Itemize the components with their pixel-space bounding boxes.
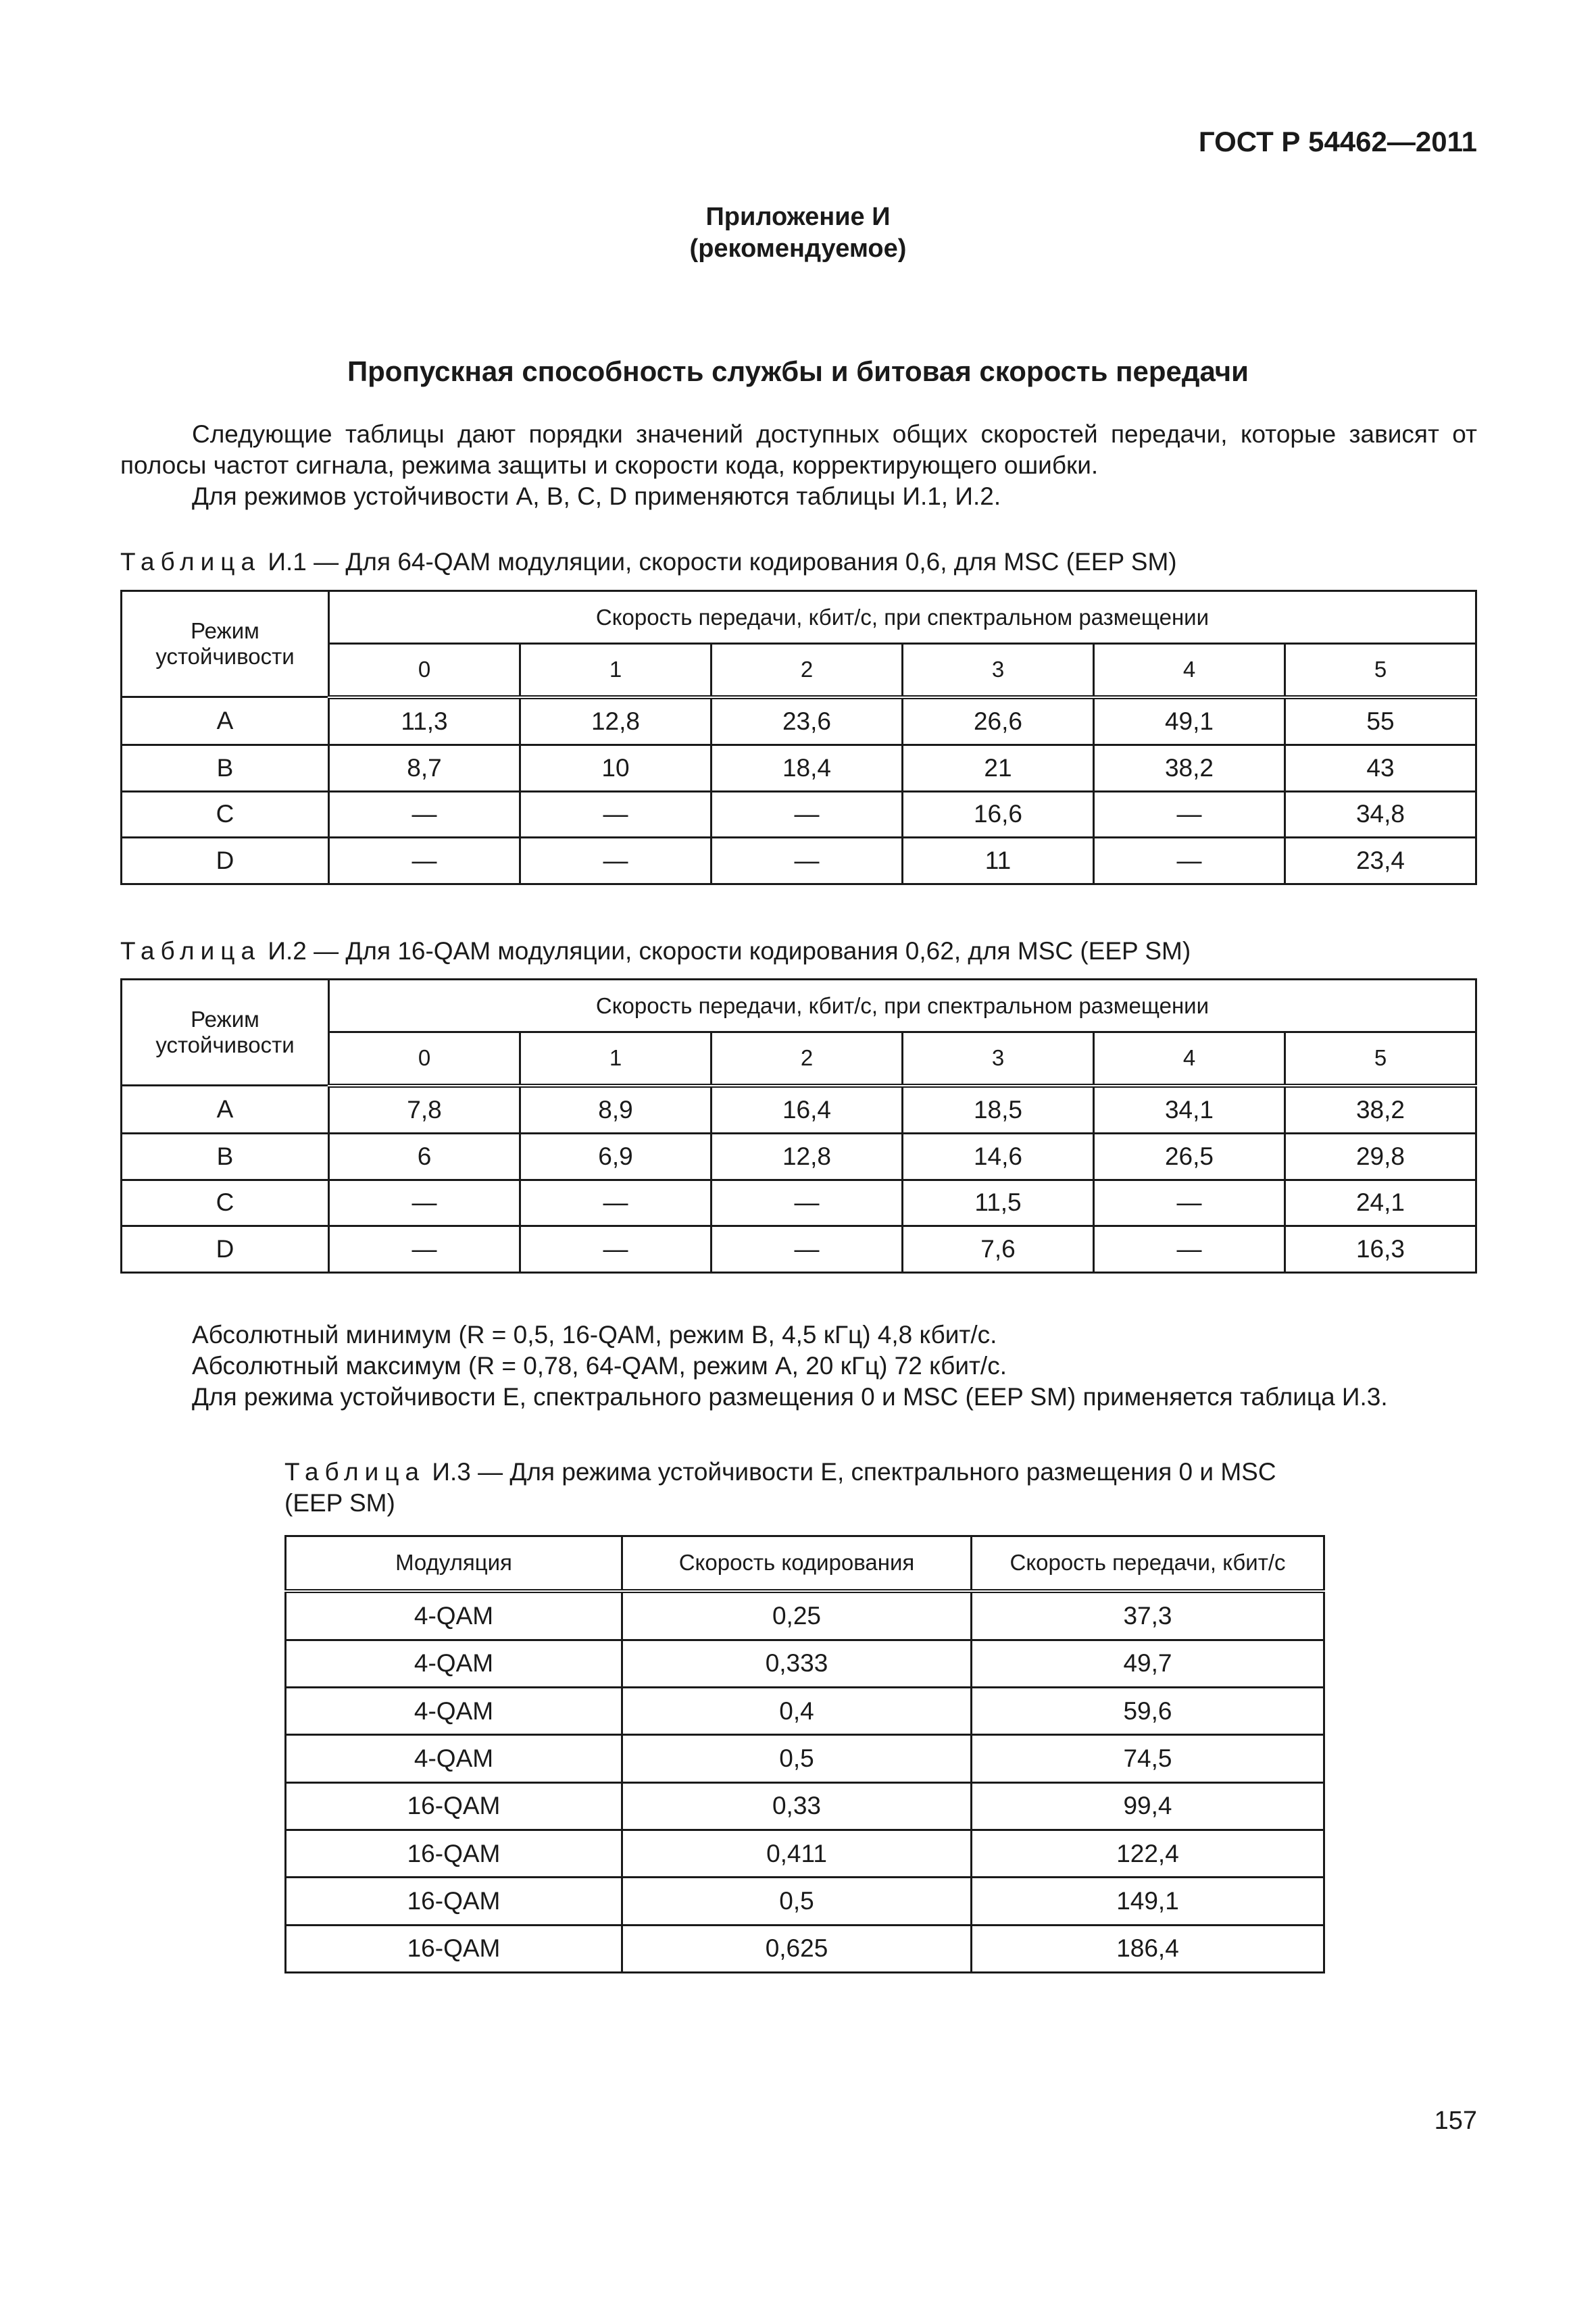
table-cell: — [329, 791, 520, 838]
table-cell: 12,8 [712, 1133, 903, 1180]
table1-caption [120, 548, 1177, 576]
table-cell: — [520, 1226, 712, 1273]
table-cell: 8,9 [520, 1086, 712, 1134]
mode-cell: A [122, 1086, 329, 1134]
table-row [122, 1226, 1476, 1273]
table-cell: 11 [903, 838, 1094, 884]
table-cell: 8,7 [329, 745, 520, 791]
table-cell: 49,1 [1094, 697, 1285, 745]
note-min: Абсолютный минимум (R = 0,5, 16-QAM, режим В, 4,5 кГц) 4,8 кбит/с. [192, 1321, 997, 1349]
table-cell: 16,6 [903, 791, 1094, 838]
table-caption-text: И.2 — Для 16-QAM модуляции, скорости кодирования 0,62, для MSC (EEP SM) [268, 937, 1191, 965]
table-cell: 149,1 [972, 1878, 1324, 1925]
table-cell: 14,6 [903, 1133, 1094, 1180]
table-cell: 24,1 [1285, 1180, 1476, 1226]
table-cell: — [520, 838, 712, 884]
table-row [122, 697, 1476, 745]
mode-cell: D [122, 838, 329, 884]
table-cell: 16-QAM [286, 1878, 622, 1925]
table3-caption [284, 1457, 1325, 1519]
table-cell: 16-QAM [286, 1782, 622, 1830]
table-cell: 4-QAM [286, 1688, 622, 1735]
subheader-cell: 4 [1094, 1032, 1285, 1086]
table-caption-text: И.3 — Для режима устойчивости Е, спектрального размещения 0 и MSC (EEP SM) [284, 1458, 1276, 1517]
table-cell: 37,3 [972, 1591, 1324, 1640]
subheader-cell: 1 [520, 1032, 712, 1086]
table-cell: 55 [1285, 697, 1476, 745]
header-rate: Скорость передачи, кбит/с, при спектральном размещении [329, 591, 1476, 644]
appendix-title: Приложение И [705, 203, 891, 231]
subheader-cell: 5 [1285, 644, 1476, 697]
table-cell: 11,3 [329, 697, 520, 745]
table-label: Таблица [120, 548, 261, 576]
table-cell: — [329, 1180, 520, 1226]
appendix-subtitle: (рекомендуемое) [689, 234, 907, 263]
table-cell: — [1094, 791, 1285, 838]
table-cell: — [520, 1180, 712, 1226]
table-cell: — [712, 791, 903, 838]
table-cell: 23,4 [1285, 838, 1476, 884]
header-modulation: Модуляция [286, 1536, 622, 1591]
table-row [122, 745, 1476, 791]
table-cell: 0,4 [622, 1688, 972, 1735]
table-cell: 59,6 [972, 1688, 1324, 1735]
table-cell: — [1094, 838, 1285, 884]
subheader-cell: 2 [712, 644, 903, 697]
table-cell: — [712, 838, 903, 884]
table-cell: 12,8 [520, 697, 712, 745]
intro-tables-note: Для режимов устойчивости А, В, С, D применяются таблицы И.1, И.2. [192, 482, 1001, 510]
table-cell: 0,33 [622, 1782, 972, 1830]
table-row [286, 1782, 1324, 1830]
subheader-cell: 3 [903, 644, 1094, 697]
table-cell: 18,5 [903, 1086, 1094, 1134]
subheader-cell: 2 [712, 1032, 903, 1086]
section-title: Пропускная способность службы и битовая скорость передачи [347, 355, 1249, 387]
table-cell: 16-QAM [286, 1830, 622, 1877]
table-cell: 10 [520, 745, 712, 791]
table-cell: 0,5 [622, 1735, 972, 1782]
table-cell: 4-QAM [286, 1735, 622, 1782]
table-row [122, 1086, 1476, 1134]
table-cell: 0,5 [622, 1878, 972, 1925]
document-id: ГОСТ Р 54462—2011 [1198, 126, 1477, 157]
table-cell: 43 [1285, 745, 1476, 791]
table-cell: 16,4 [712, 1086, 903, 1134]
table-cell: 99,4 [972, 1782, 1324, 1830]
table-cell: 16,3 [1285, 1226, 1476, 1273]
table3 [284, 1535, 1325, 1973]
table-cell: 16-QAM [286, 1925, 622, 1972]
table-cell: 26,5 [1094, 1133, 1285, 1180]
table-cell: 0,411 [622, 1830, 972, 1877]
header-rate: Скорость передачи, кбит/с, при спектральном размещении [329, 980, 1476, 1032]
header-code-rate: Скорость кодирования [622, 1536, 972, 1591]
mode-cell: D [122, 1226, 329, 1273]
table-cell: 186,4 [972, 1925, 1324, 1972]
table-cell: 29,8 [1285, 1133, 1476, 1180]
table-cell: 26,6 [903, 697, 1094, 745]
table2-caption [120, 937, 1191, 965]
subheader-cell: 1 [520, 644, 712, 697]
table-cell: 7,8 [329, 1086, 520, 1134]
table-cell: 23,6 [712, 697, 903, 745]
table-cell: 38,2 [1094, 745, 1285, 791]
table-cell: 0,625 [622, 1925, 972, 1972]
table-cell: 0,25 [622, 1591, 972, 1640]
table-cell: — [712, 1226, 903, 1273]
table-cell: — [520, 791, 712, 838]
table-cell: 74,5 [972, 1735, 1324, 1782]
table-caption-text: И.1 — Для 64-QAM модуляции, скорости кодирования 0,6, для MSC (EEP SM) [268, 548, 1177, 576]
table-cell: — [1094, 1226, 1285, 1273]
table-row [122, 838, 1476, 884]
table-cell: — [329, 838, 520, 884]
table-cell: 0,333 [622, 1640, 972, 1687]
table-row [286, 1878, 1324, 1925]
table-row [286, 1640, 1324, 1687]
table-row [286, 1735, 1324, 1782]
subheader-cell: 4 [1094, 644, 1285, 697]
subheader-cell: 5 [1285, 1032, 1476, 1086]
table-row [286, 1591, 1324, 1640]
page-number: 157 [1434, 2107, 1477, 2135]
table-cell: 7,6 [903, 1226, 1094, 1273]
subheader-cell: 3 [903, 1032, 1094, 1086]
table-cell: 18,4 [712, 745, 903, 791]
subheader-cell: 0 [329, 1032, 520, 1086]
table-cell: 49,7 [972, 1640, 1324, 1687]
header-mode: Режим устойчивости [122, 591, 329, 697]
table-row [286, 1925, 1324, 1972]
intro-paragraph: Следующие таблицы дают порядки значений доступных общих скоростей передачи, которые зависят от полосы частот сигнала, режима защиты и скорости кода, корректирующего ошибки. [120, 420, 1477, 479]
mode-cell: B [122, 1133, 329, 1180]
note-max: Абсолютный максимум (R = 0,78, 64-QAM, режим А, 20 кГц) 72 кбит/с. [192, 1352, 1007, 1380]
mode-cell: C [122, 1180, 329, 1226]
table-row [286, 1688, 1324, 1735]
mode-cell: B [122, 745, 329, 791]
table-row [122, 1133, 1476, 1180]
table2 [120, 978, 1477, 1274]
table1 [120, 590, 1477, 885]
table-row [286, 1830, 1324, 1877]
table-cell: 6 [329, 1133, 520, 1180]
table-cell: — [1094, 1180, 1285, 1226]
table-cell: 34,1 [1094, 1086, 1285, 1134]
table-cell: — [329, 1226, 520, 1273]
table-cell: 4-QAM [286, 1640, 622, 1687]
table-cell: 21 [903, 745, 1094, 791]
table-cell: 122,4 [972, 1830, 1324, 1877]
table-row [122, 791, 1476, 838]
header-bit-rate: Скорость передачи, кбит/с [972, 1536, 1324, 1591]
table-cell: 6,9 [520, 1133, 712, 1180]
table-cell: 4-QAM [286, 1591, 622, 1640]
table-cell: — [712, 1180, 903, 1226]
table-cell: 11,5 [903, 1180, 1094, 1226]
table-row [122, 1180, 1476, 1226]
mode-cell: C [122, 791, 329, 838]
header-mode: Режим устойчивости [122, 980, 329, 1086]
table-label: Таблица [120, 937, 261, 965]
table-cell: 34,8 [1285, 791, 1476, 838]
subheader-cell: 0 [329, 644, 520, 697]
mode-cell: A [122, 697, 329, 745]
table-cell: 38,2 [1285, 1086, 1476, 1134]
note-table3: Для режима устойчивости Е, спектрального размещения 0 и MSC (EEP SM) применяется таблица И.3. [192, 1383, 1388, 1411]
table-label: Таблица [284, 1458, 426, 1486]
